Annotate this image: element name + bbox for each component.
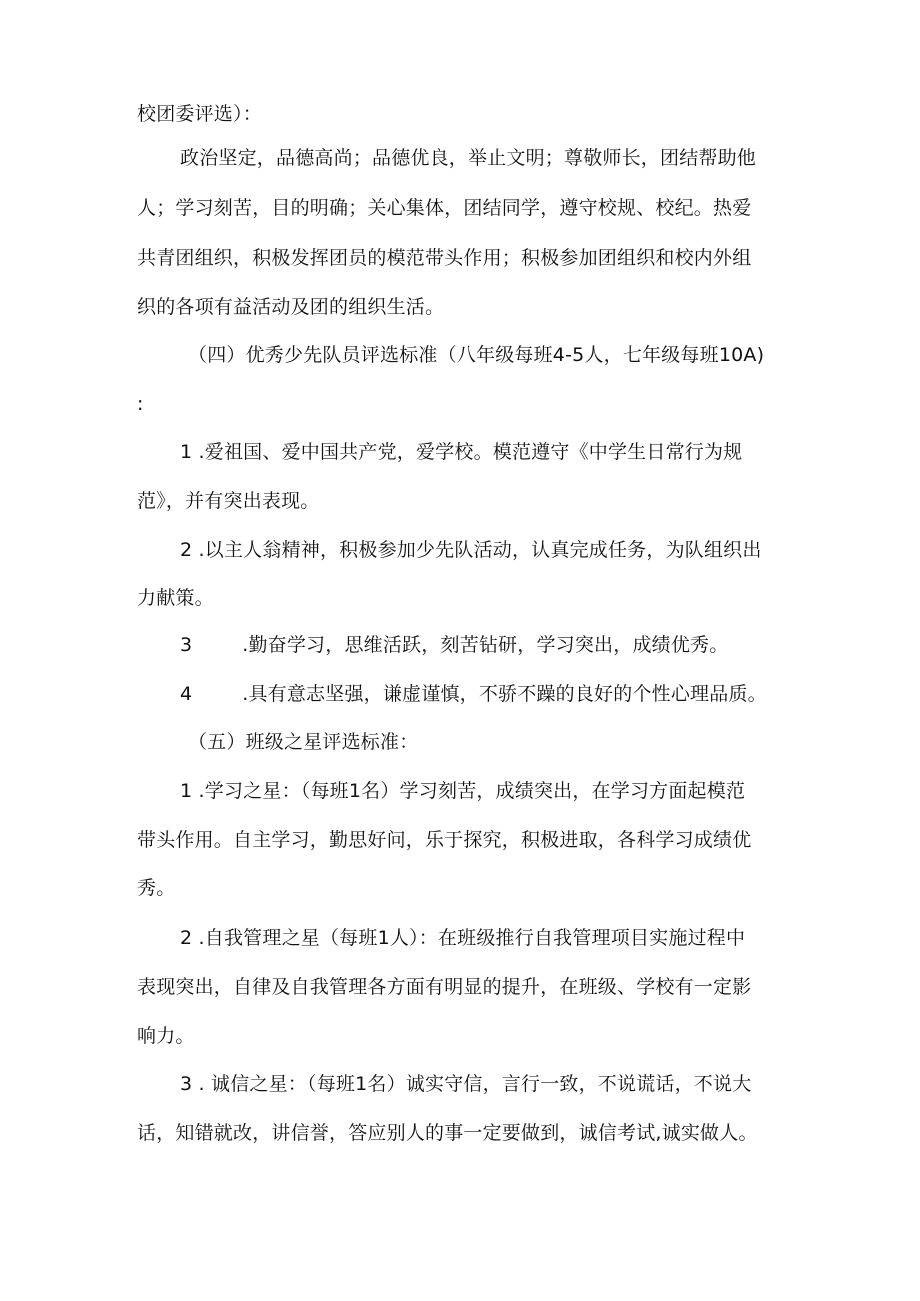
text-line: 带头作用。自主学习，勤思好问，乐于探究，积极进取，各科学习成绩优 bbox=[137, 829, 752, 851]
section-heading: （五）班级之星评选标准： bbox=[188, 731, 419, 753]
text-line: 共青团组织，积极发挥团员的模范带头作用；积极参加团组织和校内外组 bbox=[137, 247, 752, 269]
text-line: 话，知错就改，讲信誉，答应别人的事一定要做到，诚信考试,诚实做人。 bbox=[137, 1122, 758, 1144]
list-item: 1 .学习之星：（每班1名）学习刻苦，成绩突出，在学习方面起模范 bbox=[180, 780, 746, 802]
list-item: 3 . 诚信之星：（每班1名）诚实守信，言行一致，不说谎话，不说大 bbox=[180, 1073, 752, 1095]
list-item: 2 .自我管理之星（每班1人）：在班级推行自我管理项目实施过程中 bbox=[180, 927, 746, 949]
list-item: 2 .以主人翁精神，积极参加少先队活动，认真完成任务，为队组织出 bbox=[180, 539, 762, 561]
text-line: 织的各项有益活动及团的组织生活。 bbox=[137, 296, 445, 318]
text-line: 秀。 bbox=[137, 877, 176, 899]
list-item: 1 .爱祖国、爱中国共产党，爱学校。模范遵守《中学生日常行为规 bbox=[180, 441, 743, 463]
text-line: 政治坚定，品德高尚；品德优良，举止文明；尊敬师长，团结帮助他 bbox=[180, 147, 757, 169]
section-heading: （四）优秀少先队员评选标准（八年级每班4-5人，七年级每班10A) bbox=[188, 344, 765, 366]
text-line: 校团委评选）： bbox=[137, 103, 262, 125]
text-line: 范》，并有突出表现。 bbox=[137, 490, 320, 512]
list-item: 3 .勤奋学习，思维活跃，刻苦钻研，学习突出，成绩优秀。 bbox=[180, 634, 729, 656]
text-line: 人；学习刻苦，目的明确；关心集体，团结同学，遵守校规、校纪。热爱 bbox=[137, 197, 752, 219]
text-line: 力献策。 bbox=[137, 587, 214, 609]
list-item: 4 .具有意志坚强，谦虚谨慎，不骄不躁的良好的个性心理品质。 bbox=[180, 683, 767, 705]
text-line: 表现突出，自律及自我管理各方面有明显的提升，在班级、学校有一定影 bbox=[137, 976, 752, 998]
text-line: 响力。 bbox=[137, 1025, 195, 1047]
text-line: : bbox=[137, 393, 144, 415]
